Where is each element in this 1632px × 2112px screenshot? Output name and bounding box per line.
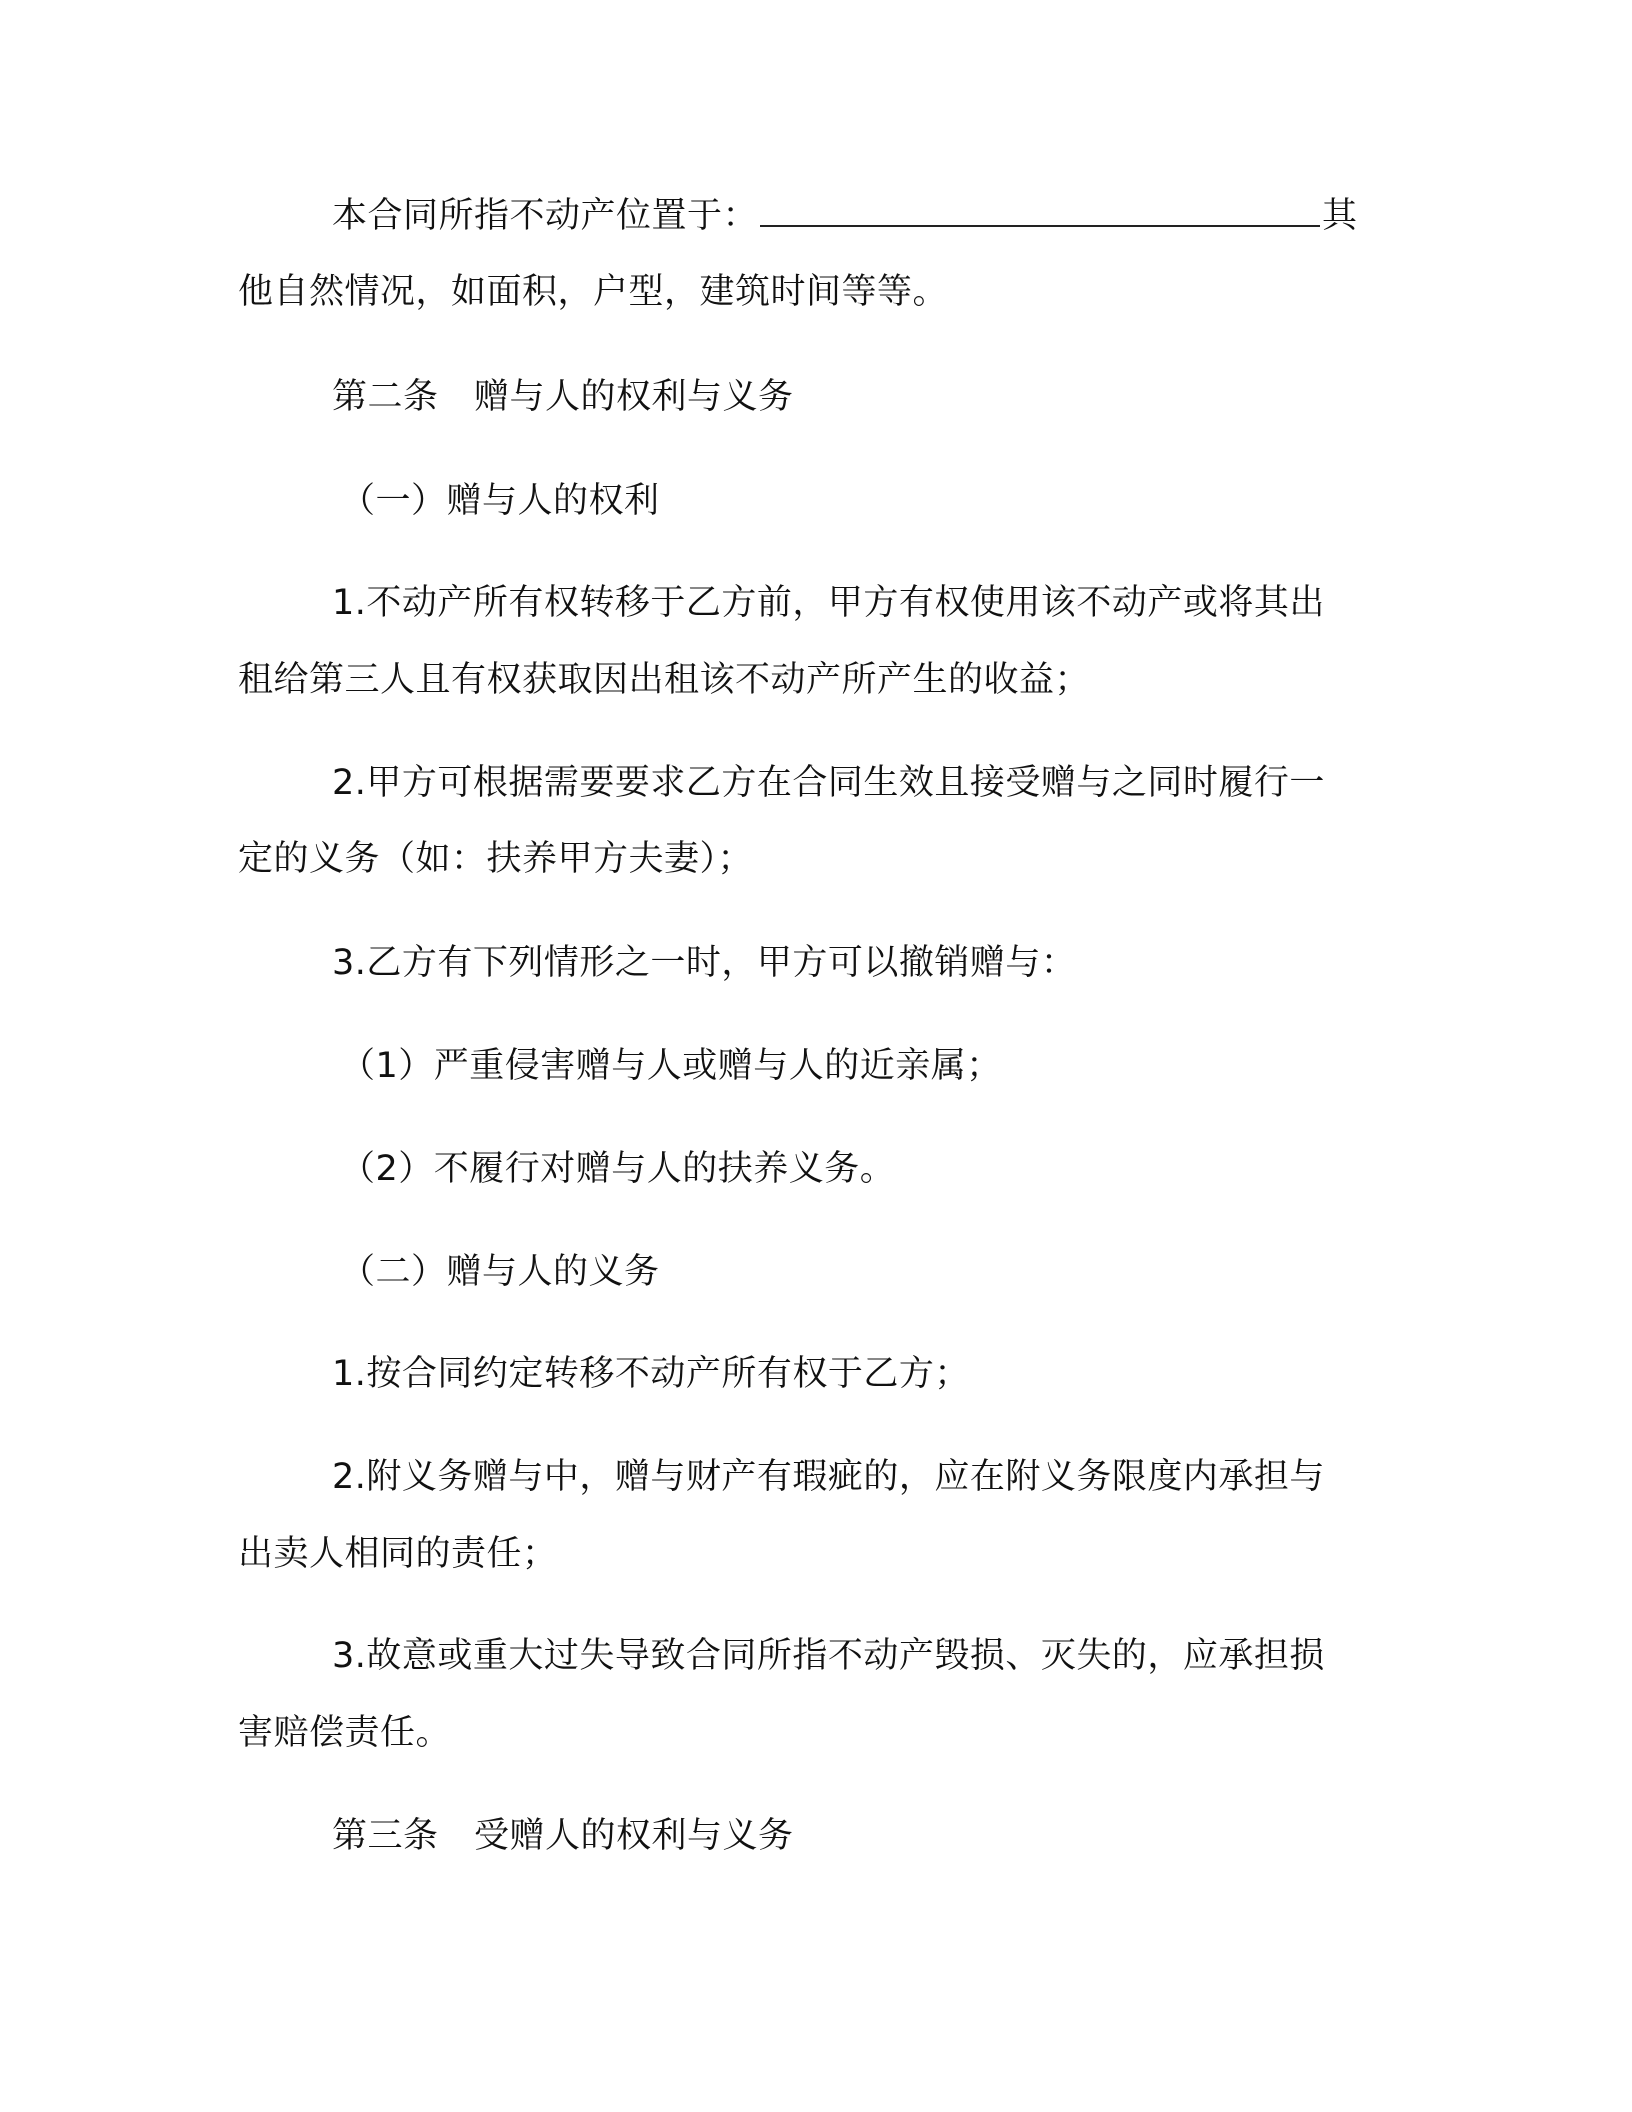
- duty2-line2: 出卖人相同的责任；: [238, 1534, 558, 1574]
- article2-title: 第二条 赠与人的权利与义务: [332, 377, 794, 417]
- rights-heading: （一）赠与人的权利: [340, 481, 660, 521]
- location-label: 本合同所指不动产位置于：: [332, 196, 759, 236]
- right2-line2: 定的义务（如：扶养甲方夫妻）；: [238, 839, 754, 879]
- location-line-2: 他自然情况，如面积，户型，建筑时间等等。: [238, 272, 949, 312]
- right1-line2: 租给第三人且有权获取因出租该不动产所产生的收益；: [238, 660, 1091, 700]
- duty1: 1.按合同约定转移不动产所有权于乙方；: [332, 1354, 970, 1394]
- duty3-line2: 害赔偿责任。: [238, 1713, 452, 1753]
- article3-title: 第三条 受赠人的权利与义务: [332, 1816, 794, 1856]
- right3: 3.乙方有下列情形之一时，甲方可以撤销赠与：: [332, 943, 1077, 983]
- location-after-blank: 其: [1322, 196, 1358, 236]
- right1-line1: 1.不动产所有权转移于乙方前，甲方有权使用该不动产或将其出: [332, 583, 1325, 623]
- right2-line1: 2.甲方可根据需要要求乙方在合同生效且接受赠与之同时履行一: [332, 763, 1325, 803]
- right3-item2: （2）不履行对赠与人的扶养义务。: [340, 1149, 896, 1189]
- location-line: [332, 192, 1358, 240]
- duty2-line1: 2.附义务赠与中，赠与财产有瑕疵的，应在附义务限度内承担与: [332, 1457, 1325, 1497]
- right3-item1: （1）严重侵害赠与人或赠与人的近亲属；: [340, 1046, 1002, 1086]
- duty3-line1: 3.故意或重大过失导致合同所指不动产毁损、灭失的，应承担损: [332, 1636, 1325, 1676]
- location-blank: [760, 195, 1320, 227]
- duties-heading: （二）赠与人的义务: [340, 1252, 660, 1292]
